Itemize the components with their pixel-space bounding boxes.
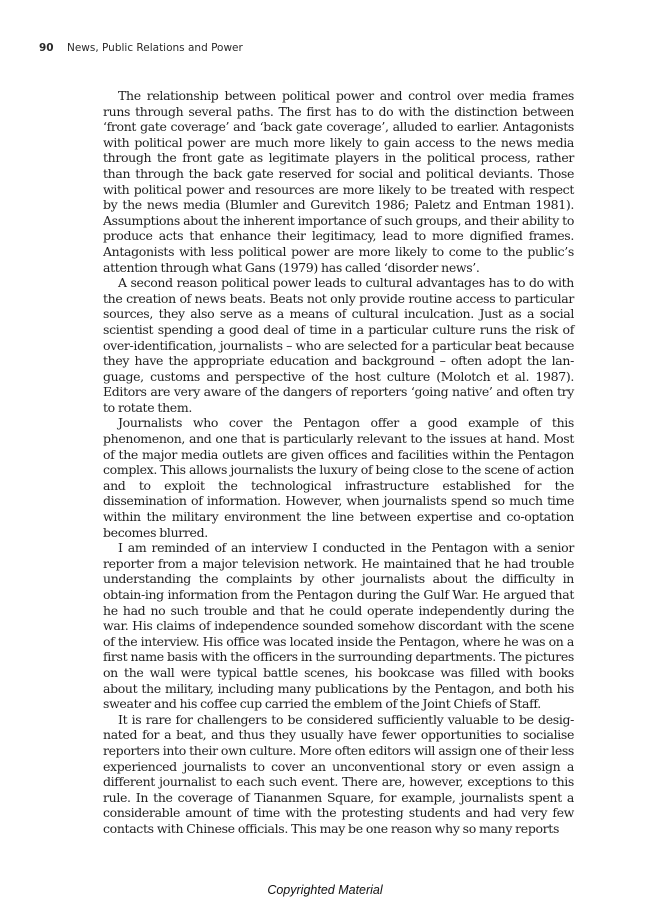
page-number: 90 [39, 42, 54, 54]
running-head [39, 42, 243, 54]
paragraph: The relationship between political power and control over media frames runs through several paths. The first has to do with the distinction between ‘front gate coverage’ and ‘back gate coverage’, alluded to earlier. Antagonists with political power are much more likely to gain access to the news media through the front gate as legitimate players in the political process, rather than through the back gate reserved for social and political deviants. Those with political power and resources are more likely to be treated with respect by the news media (Blumler and Gurevitch 1986; Paletz and Entman 1981). Assumptions about the inherent importance of such groups, and their ability to produce acts that enhance their legitimacy, lead to more dignified frames. Antagonists with less political power are more likely to come to the public’s attention through what Gans (1979) has called ‘disorder news’. [103, 88, 574, 275]
copyright-footer: Copyrighted Material [267, 883, 383, 897]
paragraph: It is rare for challengers to be considered sufficiently valuable to be desig-nated for a beat, and thus they usually have fewer opportunities to socialise reporters into their own culture. More often editors will assign one of their less experienced journalists to cover an unconventional story or even assign a different journalist to each such event. There are, however, exceptions to this rule. In the coverage of Tiananmen Square, for example, journalists spent a considerable amount of time with the protesting students and had very few contacts with Chinese officials. This may be one reason why so many reports [103, 711, 574, 836]
paragraph: Journalists who cover the Pentagon offer a good example of this phenomenon, and one that is particularly relevant to the issues at hand. Most of the major media outlets are given offices and facilities within the Pentagon complex. This allows journalists the luxury of being close to the scene of action and to exploit the technological infrastructure established for the dissemination of information. However, when journalists spend so much time within the military environment the line between expertise and co-optation becomes blurred. [103, 415, 574, 540]
running-title: News, Public Relations and Power [66, 42, 243, 54]
body-text [103, 88, 574, 837]
paragraph: A second reason political power leads to cultural advantages has to do with the creation of news beats. Beats not only provide routine access to particular sources, they also serve as a means of cultural inculcation. Just as a social scientist spending a good deal of time in a particular culture runs the risk of over-identification, journalists – who are selected for a particular beat because they have the appropriate education and background – often adopt the lan-guage, customs and perspective of the host culture (Molotch et al. 1987). Editors are very aware of the dangers of reporters ‘going native’ and often try to rotate them. [103, 275, 574, 415]
paragraph: I am reminded of an interview I conducted in the Pentagon with a senior reporter from a major television network. He maintained that he had trouble understanding the complaints by other journalists about the difficulty in obtain-ing information from the Pentagon during the Gulf War. He argued that he had no such trouble and that he could operate independently during the war. His claims of independence sounded somehow discordant with the scene of the interview. His office was located inside the Pentagon, where he was on a first name basis with the officers in the surrounding departments. The pictures on the wall were typical battle scenes, his bookcase was filled with books about the military, including many publications by the Pentagon, and both his sweater and his coffee cup carried the emblem of the Joint Chiefs of Staff. [103, 540, 574, 712]
